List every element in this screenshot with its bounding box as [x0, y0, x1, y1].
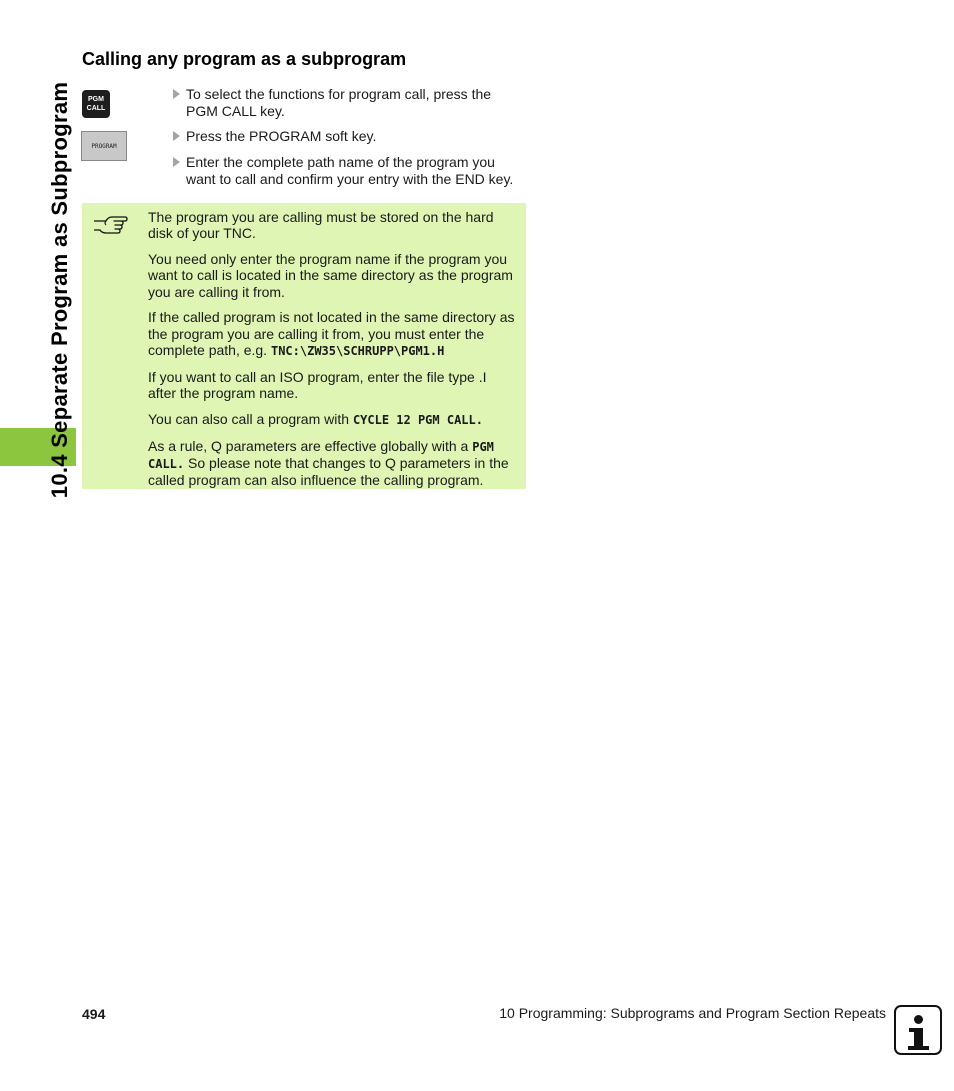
step-arrow-icon [173, 157, 180, 167]
page-number: 494 [82, 1006, 106, 1022]
step-arrow-icon [173, 89, 180, 99]
note-paragraph: You need only enter the program name if the program you want to call is located in the same directory as the program you are calling it from. [148, 251, 513, 300]
note-paragraph [148, 309, 518, 359]
note-box [82, 203, 526, 489]
step-item [172, 86, 491, 119]
step-text: want to call and confirm your entry with the END key. [186, 170, 514, 187]
info-icon-base [908, 1046, 929, 1050]
note-paragraph [148, 411, 518, 428]
program-softkey-icon: PROGRAM [81, 131, 127, 161]
note-paragraph: The program you are calling must be stored on the hard disk of your TNC. [148, 209, 494, 242]
pgm-call-key-line2: CALL [86, 105, 106, 112]
chapter-title: 10 Programming: Subprograms and Program Section Repeats [499, 1005, 886, 1021]
pointing-hand-icon [92, 213, 128, 235]
note-paragraph: If you want to call an ISO program, enter the file type .I after the program name. [148, 368, 487, 402]
note-text-run: If the called program is not located in the same directory as the program you are calling it from, you must enter the complete path, e.g. [148, 309, 515, 359]
pgm-call-key-line1: PGM [88, 96, 104, 103]
pgm-call-key-icon [82, 90, 110, 118]
step-item [172, 128, 376, 145]
info-icon [894, 1005, 942, 1055]
step-text: PGM CALL key. [186, 102, 285, 119]
note-text-run: So please note that changes to Q parameters in the called program can also influence the calling program. [148, 455, 509, 489]
info-icon-dot [914, 1015, 923, 1024]
note-text-run: As a rule, Q parameters are effective globally with a [148, 437, 469, 454]
section-sidebar-title: 10.4 Separate Program as Subprogram [47, 81, 72, 499]
path-code: TNC:\ZW35\SCHRUPP\PGM1.H [270, 344, 445, 359]
cycle-code: CYCLE 12 PGM CALL. [352, 412, 483, 427]
step-text: Enter the complete path name of the program you [186, 154, 495, 170]
step-arrow-icon [173, 131, 180, 141]
info-icon-stem [914, 1028, 923, 1048]
note-paragraph [148, 438, 518, 489]
step-text: To select the functions for program call, press the [186, 86, 492, 102]
step-text: Press the PROGRAM soft key. [186, 128, 377, 144]
note-text [148, 209, 518, 498]
pgm-call-code: PGM CALL. [148, 439, 494, 472]
step-item [172, 154, 513, 187]
section-heading: Calling any program as a subprogram [82, 49, 407, 69]
note-text-run: You can also call a program with [148, 410, 350, 427]
